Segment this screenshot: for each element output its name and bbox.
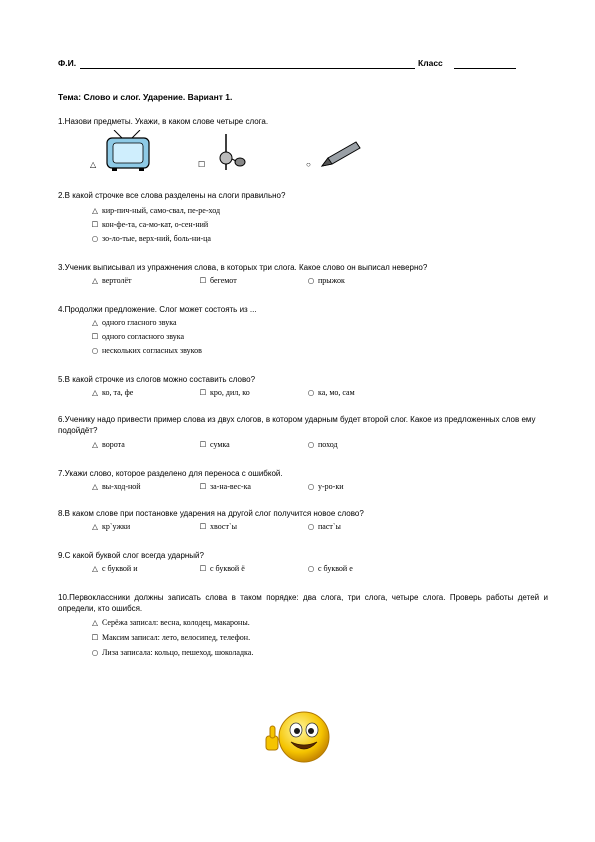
q6-option-2[interactable]	[198, 440, 230, 449]
option-text: кро, дил, ко	[210, 388, 250, 397]
q5-option-1[interactable]	[90, 388, 133, 397]
triangle-marker: △	[92, 318, 98, 327]
circle-marker: ○	[307, 276, 315, 285]
option-text: за-на-вес-ка	[210, 482, 251, 491]
question-1: 1.Назови предметы. Укажи, в каком слове четыре слога.	[58, 117, 269, 126]
option-text: с буквой и	[102, 564, 138, 573]
question-5: 5.В какой строчке из слогов можно составить слово?	[58, 375, 256, 384]
fio-line	[80, 68, 415, 69]
q10-option-3[interactable]	[90, 648, 253, 657]
option-text: с буквой ё	[210, 564, 245, 573]
circle-marker: ○	[307, 440, 315, 449]
option-text: кр`ужки	[102, 522, 131, 531]
square-marker: ☐	[199, 564, 207, 573]
circle-marker: ○	[307, 564, 315, 573]
circle-marker: ○	[307, 522, 315, 531]
q2-option-3[interactable]	[90, 234, 211, 243]
q3-option-2[interactable]	[198, 276, 237, 285]
question-2: 2.В какой строчке все слова разделены на слоги правильно?	[58, 191, 286, 200]
triangle-marker: △	[92, 276, 98, 285]
q6-option-1[interactable]	[90, 440, 125, 449]
triangle-marker: △	[92, 388, 98, 397]
q1-marker-triangle[interactable]: △	[90, 160, 97, 169]
topic-title: Тема: Слово и слог. Ударение. Вариант 1.	[58, 92, 233, 102]
option-text: паст`ы	[318, 522, 341, 531]
option-text: Максим записал: лето, велосипед, телефон.	[102, 633, 251, 642]
q10-option-1[interactable]	[90, 618, 250, 627]
question-4: 4.Продолжи предложение. Слог может состоять из ...	[58, 305, 257, 314]
circle-marker: ○	[91, 648, 99, 657]
option-text: ворота	[102, 440, 125, 449]
q4-option-3[interactable]	[90, 346, 202, 355]
option-text: одного согласного звука	[102, 332, 185, 341]
question-7: 7.Укажи слово, которое разделено для переноса с ошибкой.	[58, 469, 283, 478]
option-text: ко, та, фе	[102, 388, 134, 397]
q8-option-1[interactable]	[90, 522, 130, 531]
q10-option-2[interactable]	[90, 633, 250, 642]
q2-option-2[interactable]	[90, 220, 208, 229]
question-6: 6.Ученику надо привести пример слова из двух слогов, в котором ударным будет второй слог. Какое из предложенных слов ему подойдёт?	[58, 415, 536, 435]
square-marker: ☐	[199, 440, 207, 449]
q9-option-2[interactable]	[198, 564, 245, 573]
option-text: хвост`ы	[210, 522, 238, 531]
question-10: 10.Первоклассники должны записать слова в таком порядке: два слога, три слога, четыре слога. Проверь работы детей и определи, кто ошибся.	[58, 593, 548, 613]
q3-option-1[interactable]	[90, 276, 132, 285]
q7-option-2[interactable]	[198, 482, 251, 491]
question-9: 9.С какой буквой слог всегда ударный?	[58, 551, 204, 560]
tv-icon	[104, 130, 154, 172]
triangle-marker: △	[92, 564, 98, 573]
option-text: одного гласного звука	[102, 318, 177, 327]
pencil-icon	[318, 140, 362, 168]
class-label: Класс	[418, 58, 443, 68]
option-text: Лиза записала: кольцо, пешеход, шоколадка.	[102, 648, 254, 657]
q4-option-2[interactable]	[90, 332, 184, 341]
option-text: прыжок	[318, 276, 345, 285]
square-marker: ☐	[199, 482, 207, 491]
option-text: поход	[318, 440, 338, 449]
option-text: кон-фе-та, са-мо-кат, о-сен-ний	[102, 220, 209, 229]
option-text: вы-ход-ной	[102, 482, 141, 491]
square-marker: ☐	[91, 633, 99, 642]
q4-option-1[interactable]	[90, 318, 177, 327]
triangle-marker: △	[92, 482, 98, 491]
q8-option-3[interactable]	[306, 522, 341, 531]
circle-marker: ○	[307, 388, 315, 397]
triangle-marker: △	[92, 440, 98, 449]
square-marker: ☐	[199, 388, 207, 397]
question-8: 8.В каком слове при постановке ударения на другой слог получится новое слово?	[58, 509, 364, 518]
option-text: ка, мо, сам	[318, 388, 355, 397]
option-text: с буквой е	[318, 564, 353, 573]
option-text: вертолёт	[102, 276, 132, 285]
option-text: Серёжа записал: весна, колодец, макароны.	[102, 618, 250, 627]
q3-option-3[interactable]	[306, 276, 345, 285]
triangle-marker: △	[92, 206, 98, 215]
option-text: у-ро-ки	[318, 482, 344, 491]
q1-marker-circle[interactable]: ○	[306, 160, 311, 169]
option-text: бегемот	[210, 276, 237, 285]
option-text: сумка	[210, 440, 230, 449]
option-text: кир-пич-ный, само-свал, пе-ре-ход	[102, 206, 221, 215]
option-text: зо-ло-тые, верх-ний, боль-ни-ца	[102, 234, 211, 243]
circle-marker: ○	[91, 234, 99, 243]
q7-option-3[interactable]	[306, 482, 344, 491]
square-marker: ☐	[91, 220, 99, 229]
square-marker: ☐	[199, 276, 207, 285]
circle-marker: ○	[307, 482, 315, 491]
option-text: нескольких согласных звуков	[102, 346, 202, 355]
fio-label: Ф.И.	[58, 58, 77, 68]
q1-marker-square[interactable]: ☐	[198, 160, 206, 169]
q9-option-1[interactable]	[90, 564, 138, 573]
class-line	[454, 68, 516, 69]
q5-option-2[interactable]	[198, 388, 250, 397]
square-marker: ☐	[91, 332, 99, 341]
triangle-marker: △	[92, 618, 98, 627]
circle-marker: ○	[91, 346, 99, 355]
q7-option-1[interactable]	[90, 482, 141, 491]
triangle-marker: △	[92, 522, 98, 531]
question-3: 3.Ученик выписывал из упражнения слова, в которых три слога. Какое слово он выписал неверно?	[58, 263, 428, 272]
q5-option-3[interactable]	[306, 388, 355, 397]
smiley-thumbs-up-icon	[262, 708, 332, 766]
q8-option-2[interactable]	[198, 522, 237, 531]
q9-option-3[interactable]	[306, 564, 353, 573]
q6-option-3[interactable]	[306, 440, 338, 449]
square-marker: ☐	[199, 522, 207, 531]
lamp-icon	[212, 132, 248, 172]
q2-option-1[interactable]	[90, 206, 220, 215]
